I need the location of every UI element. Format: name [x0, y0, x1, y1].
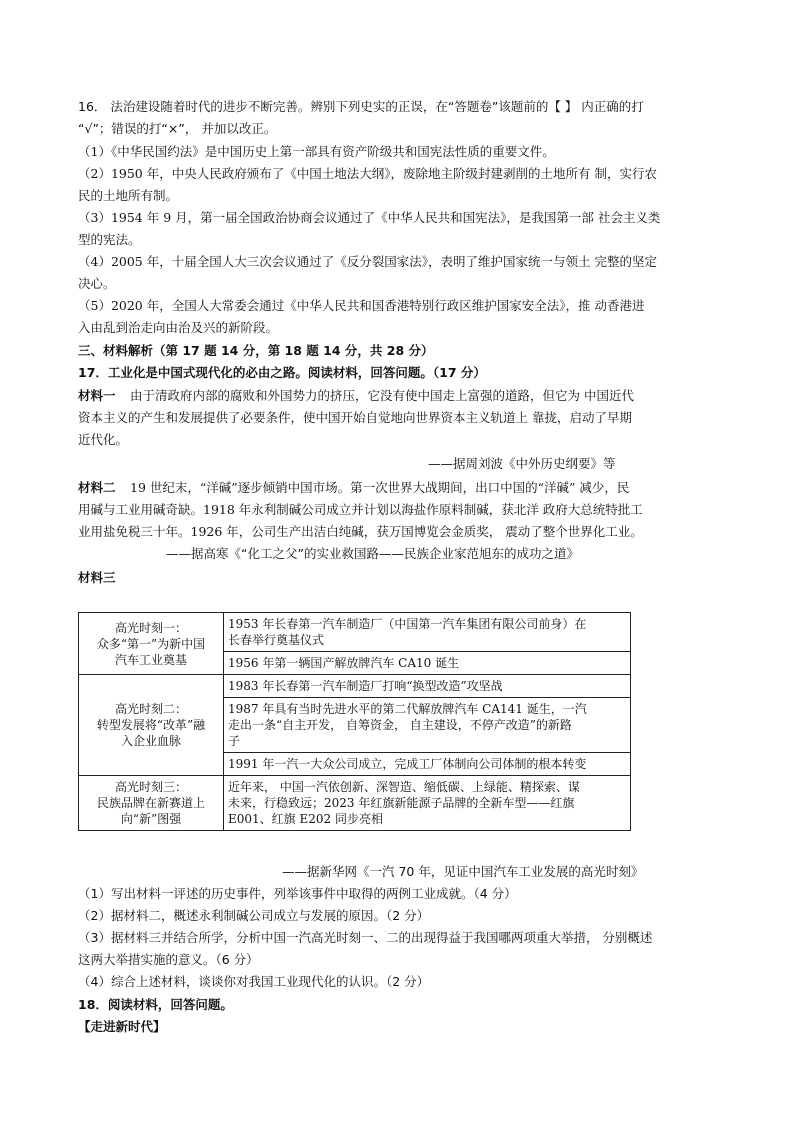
q16-item-5-cont: 入由乱到治走向由治及兴的新阶段。	[78, 320, 279, 335]
material-3-source: ——据新华网《一汽 70 年，见证中国汽车工业发展的高光时刻》	[282, 864, 644, 879]
head-line: 高光时刻一：	[114, 620, 187, 635]
cell-line: 走出一条“自主开发， 自筹资金， 自主建设，不停产改造”的新路	[228, 718, 572, 732]
head-line: 转型发展将“改革”融	[96, 718, 206, 732]
q16-item-1: （1）《中华民国约法》是中国历史上第一部具有资产阶级共和国宪法性质的重要文件。	[78, 144, 555, 159]
material-1-label: 材料一	[78, 388, 116, 403]
q16-intro-line-1: 16． 法治建设随着时代的进步不断完善。辨别下列史实的正误，在“答题卷”该题前的【 】 内正确的打	[78, 99, 644, 114]
q16-item-4: （4）2005 年，十届全国人大三次会议通过了《反分裂国家法》，表明了维护国家统一与领土 完整的坚定	[78, 254, 657, 269]
head-line: 民族品牌在新赛道上	[96, 796, 205, 810]
material-2-source: ——据高寒《“化工之父”的实业救国路——民族企业家范旭东的成功之道》	[166, 546, 579, 561]
table-cell	[224, 675, 631, 698]
cell-line: 1987 年具有当时先进水平的第二代解放牌汽车 CA141 诞生，一汽	[228, 702, 587, 716]
material-1-line-2: 资本主义的产生和发展提供了必要条件，使中国开始自觉地向世界资本主义轨道上 靠拢，启动了早期	[78, 410, 632, 425]
head-line: 高光时刻三：	[114, 780, 187, 794]
material-3-table	[78, 612, 631, 831]
cell-line: 1956 年第一辆国产解放牌汽车 CA10 诞生	[228, 656, 460, 670]
q17-question-3: （3）据材料三并结合所学，分析中国一汽高光时刻一、二的出现得益于我国哪两项重大举措， 分别概述	[78, 930, 653, 945]
q16-item-2-cont: 民的土地所有制。	[78, 188, 179, 203]
q18-subheading: 【走进新时代】	[78, 1019, 166, 1034]
head-line: 高光时刻二：	[114, 702, 187, 716]
material-1-line-3: 近代化。	[78, 432, 129, 447]
q18-stem: 18．阅读材料，回答问题。	[78, 997, 233, 1012]
material-2-line-2: 用碱与工业用碱奇缺。1918 年永利制碱公司成立并计划以海盐作原料制碱，获北洋 政府大总统特批工	[78, 502, 643, 517]
table-row	[79, 776, 631, 831]
q16-item-4-cont: 决心。	[78, 276, 116, 291]
material-1-line-1: 由于清政府内部的腐败和外国势力的挤压，它没有使中国走上富强的道路，但它为 中国近代	[130, 388, 634, 403]
material-2-line-1: 19 世纪末，“洋碱”逐步倾销中国市场。第一次世界大战期间，出口中国的“洋碱” 减少，民	[130, 480, 630, 495]
table-cell	[224, 698, 631, 753]
table-cell	[224, 613, 631, 652]
q17-stem: 17．工业化是中国式现代化的必由之路。阅读材料，回答问题。（17 分）	[78, 365, 486, 380]
q16-item-5: （5）2020 年，全国人大常委会通过《中华人民共和国香港特别行政区维护国家安全法》，推 动香港进	[78, 298, 645, 313]
q16-item-3-cont: 型的宪法。	[78, 232, 141, 247]
q17-question-1: （1）写出材料一评述的历史事件，列举该事件中取得的两例工业成就。（4 分）	[78, 886, 517, 901]
material-2-label: 材料二	[78, 480, 116, 495]
table-row	[79, 675, 631, 698]
material-2-line-3: 业用盐免税三十年。1926 年，公司生产出洁白纯碱，获万国博览会金质奖， 震动了整个世界化工业。	[78, 524, 643, 539]
cell-line: 子	[228, 734, 241, 748]
head-line: 众多“第一”为新中国	[96, 636, 206, 651]
material-1-source: ——据周刘波《中外历史纲要》等	[428, 456, 616, 471]
q17-question-3-cont: 这两大举措实施的意义。（6 分）	[78, 952, 259, 967]
q16-intro-line-2: “√”；错误的打“×”， 并加以改正。	[78, 121, 277, 136]
cell-line: 1953 年长春第一汽车制造厂（中国第一汽车集团有限公司前身）在	[228, 617, 587, 631]
head-line: 入企业血脉	[120, 734, 181, 748]
cell-line: 1991 年一汽一大众公司成立，完成工厂体制向公司体制的根本转变	[228, 757, 587, 771]
cell-line: 未来，行稳致远；2023 年红旗新能源子品牌的全新车型——红旗	[228, 796, 575, 810]
highlight-1-head	[79, 613, 224, 675]
cell-line: E001、红旗 E202 同步亮相	[228, 812, 383, 826]
q17-question-4: （4）综合上述材料，谈谈你对我国工业现代化的认识。（2 分）	[78, 974, 430, 989]
section-heading: 三、材料解析（第 17 题 14 分，第 18 题 14 分，共 28 分）	[78, 343, 434, 358]
table-cell	[224, 776, 631, 831]
head-line: 向“新”图强	[120, 812, 182, 826]
q17-question-2: （2）据材料二，概述永利制碱公司成立与发展的原因。（2 分）	[78, 908, 430, 923]
q16-item-3: （3）1954 年 9 月，第一届全国政治协商会议通过了《中华人民共和国宪法》，是我国第一部 社会主义类	[78, 210, 661, 225]
q16-item-2: （2）1950 年，中央人民政府颁布了《中国土地法大纲》，废除地主阶级封建剥削的土地所有 制，实行农	[78, 166, 657, 181]
table-cell	[224, 652, 631, 675]
highlight-2-head	[79, 675, 224, 776]
cell-line: 近年来， 中国一汽依创新、深智造、缩低碳、上绿能、精探索、谋	[228, 780, 580, 794]
cell-line: 长春举行奠基仪式	[228, 633, 325, 647]
table-row	[79, 613, 631, 652]
material-3-label: 材料三	[78, 570, 116, 585]
table-cell	[224, 753, 631, 776]
highlight-3-head	[79, 776, 224, 831]
head-line: 汽车工业奠基	[114, 652, 187, 667]
cell-line: 1983 年长春第一汽车制造厂打响“换型改造”攻坚战	[228, 679, 503, 693]
